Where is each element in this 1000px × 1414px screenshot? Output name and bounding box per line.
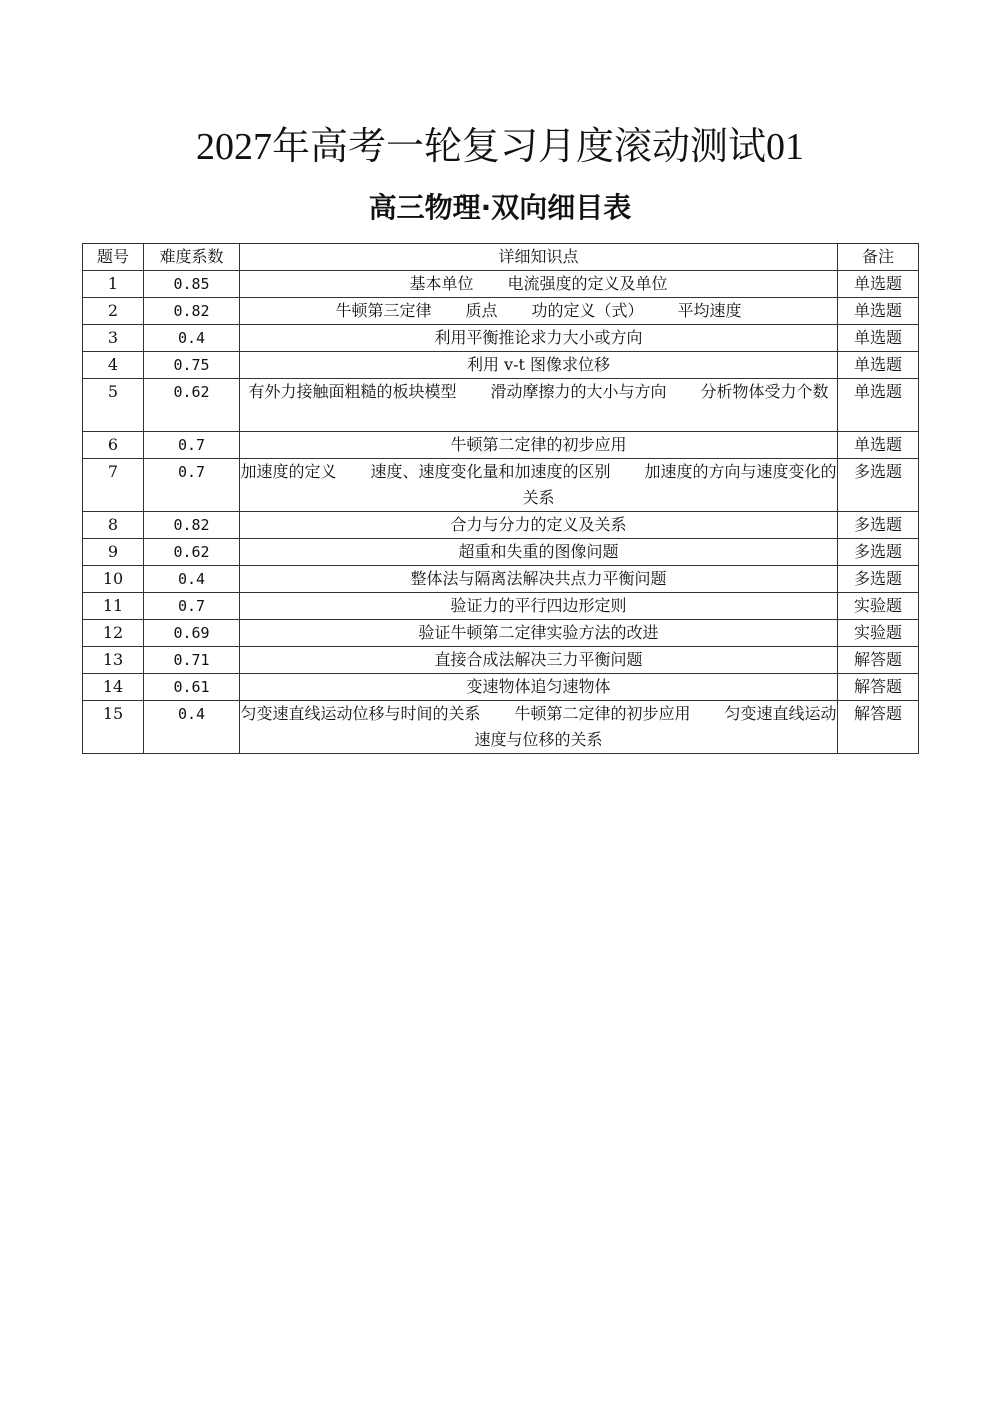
knowledge-point: 牛顿第三定律 <box>335 301 432 320</box>
knowledge-point: 质点 <box>465 301 498 320</box>
table-row <box>83 647 919 674</box>
difficulty-cell: 0.71 <box>144 647 240 674</box>
knowledge-points-cell <box>240 298 838 325</box>
table-row <box>83 432 919 459</box>
question-type-cell: 解答题 <box>838 674 919 701</box>
difficulty-cell: 0.4 <box>144 566 240 593</box>
question-type-cell: 单选题 <box>838 352 919 379</box>
question-number-cell: 8 <box>83 512 144 539</box>
question-number-cell: 13 <box>83 647 144 674</box>
table-row <box>83 352 919 379</box>
difficulty-cell: 0.61 <box>144 674 240 701</box>
header-difficulty: 难度系数 <box>144 244 240 271</box>
knowledge-points-cell <box>240 512 838 539</box>
document-title: 2027年高考一轮复习月度滚动测试01 <box>195 126 804 168</box>
knowledge-point: 分析物体受力个数 <box>700 382 829 401</box>
knowledge-point: 速度、速度变化量和加速度的区别 <box>370 462 611 481</box>
table-row <box>83 512 919 539</box>
question-type-cell: 单选题 <box>838 298 919 325</box>
knowledge-point: 验证力的平行四边形定则 <box>450 596 627 615</box>
header-row <box>83 244 919 271</box>
question-type-cell: 多选题 <box>838 566 919 593</box>
question-number-cell: 2 <box>83 298 144 325</box>
table-row <box>83 593 919 620</box>
difficulty-cell: 0.62 <box>144 379 240 432</box>
table-row <box>83 459 919 512</box>
table-row <box>83 379 919 432</box>
knowledge-point: 平均速度 <box>677 301 742 320</box>
question-number-cell: 11 <box>83 593 144 620</box>
knowledge-points-cell <box>240 647 838 674</box>
knowledge-point: 利用平衡推论求力大小或方向 <box>434 328 643 347</box>
knowledge-point: 加速度的方向与速度变化的关系 <box>522 462 837 507</box>
knowledge-points-cell <box>240 459 838 512</box>
question-number-cell: 1 <box>83 271 144 298</box>
knowledge-point: 变速物体追匀速物体 <box>466 677 611 696</box>
question-number-cell: 4 <box>83 352 144 379</box>
question-type-cell: 解答题 <box>838 647 919 674</box>
difficulty-cell: 0.4 <box>144 325 240 352</box>
spec-table-header <box>83 244 919 271</box>
knowledge-points-cell <box>240 566 838 593</box>
knowledge-point: 牛顿第二定律的初步应用 <box>450 435 627 454</box>
knowledge-points-cell <box>240 325 838 352</box>
knowledge-point: 匀变速直线运动位移与时间的关系 <box>240 704 481 723</box>
knowledge-points-cell <box>240 674 838 701</box>
question-number-cell: 15 <box>83 701 144 754</box>
knowledge-points-cell <box>240 539 838 566</box>
question-number-cell: 12 <box>83 620 144 647</box>
knowledge-points-cell <box>240 271 838 298</box>
table-row <box>83 701 919 754</box>
difficulty-cell: 0.62 <box>144 539 240 566</box>
question-type-cell: 单选题 <box>838 432 919 459</box>
knowledge-points-cell <box>240 593 838 620</box>
spec-table-body <box>83 271 919 754</box>
knowledge-points-cell <box>240 379 838 432</box>
question-type-cell: 多选题 <box>838 539 919 566</box>
question-type-cell: 多选题 <box>838 512 919 539</box>
knowledge-point: 整体法与隔离法解决共点力平衡问题 <box>410 569 667 588</box>
table-row <box>83 566 919 593</box>
knowledge-point: 有外力接触面粗糙的板块模型 <box>248 382 457 401</box>
question-type-cell: 解答题 <box>838 701 919 754</box>
table-row <box>83 298 919 325</box>
knowledge-point: 基本单位 <box>409 274 474 293</box>
document-subtitle: 高三物理·双向细目表 <box>368 191 632 224</box>
table-row <box>83 620 919 647</box>
question-type-cell: 多选题 <box>838 459 919 512</box>
knowledge-point: 滑动摩擦力的大小与方向 <box>490 382 667 401</box>
knowledge-point: 验证牛顿第二定律实验方法的改进 <box>418 623 659 642</box>
question-number-cell: 14 <box>83 674 144 701</box>
question-type-cell: 实验题 <box>838 593 919 620</box>
knowledge-point: 电流强度的定义及单位 <box>507 274 668 293</box>
table-row <box>83 674 919 701</box>
difficulty-cell: 0.82 <box>144 298 240 325</box>
knowledge-point: 直接合成法解决三力平衡问题 <box>434 650 643 669</box>
table-row <box>83 325 919 352</box>
question-type-cell: 单选题 <box>838 271 919 298</box>
spec-table <box>82 243 919 754</box>
knowledge-points-cell <box>240 620 838 647</box>
question-type-cell: 单选题 <box>838 325 919 352</box>
knowledge-point: 匀变速直线运动速度与位移的关系 <box>474 704 837 749</box>
knowledge-point: 牛顿第二定律的初步应用 <box>514 704 691 723</box>
knowledge-points-cell <box>240 352 838 379</box>
knowledge-point: 利用 v-t 图像求位移 <box>466 355 611 374</box>
difficulty-cell: 0.69 <box>144 620 240 647</box>
difficulty-cell: 0.7 <box>144 432 240 459</box>
question-number-cell: 5 <box>83 379 144 432</box>
knowledge-point: 超重和失重的图像问题 <box>458 542 619 561</box>
question-number-cell: 3 <box>83 325 144 352</box>
difficulty-cell: 0.7 <box>144 593 240 620</box>
difficulty-cell: 0.7 <box>144 459 240 512</box>
difficulty-cell: 0.4 <box>144 701 240 754</box>
difficulty-cell: 0.85 <box>144 271 240 298</box>
question-type-cell: 实验题 <box>838 620 919 647</box>
header-note: 备注 <box>838 244 919 271</box>
question-number-cell: 7 <box>83 459 144 512</box>
header-question-no: 题号 <box>83 244 144 271</box>
knowledge-points-cell <box>240 701 838 754</box>
table-row <box>83 271 919 298</box>
question-number-cell: 10 <box>83 566 144 593</box>
question-type-cell: 单选题 <box>838 379 919 432</box>
header-knowledge-points: 详细知识点 <box>240 244 838 271</box>
question-number-cell: 6 <box>83 432 144 459</box>
table-row <box>83 539 919 566</box>
knowledge-points-cell <box>240 432 838 459</box>
difficulty-cell: 0.75 <box>144 352 240 379</box>
knowledge-point: 加速度的定义 <box>240 462 337 481</box>
question-number-cell: 9 <box>83 539 144 566</box>
knowledge-point: 合力与分力的定义及关系 <box>450 515 627 534</box>
knowledge-point: 功的定义（式） <box>531 301 644 320</box>
difficulty-cell: 0.82 <box>144 512 240 539</box>
